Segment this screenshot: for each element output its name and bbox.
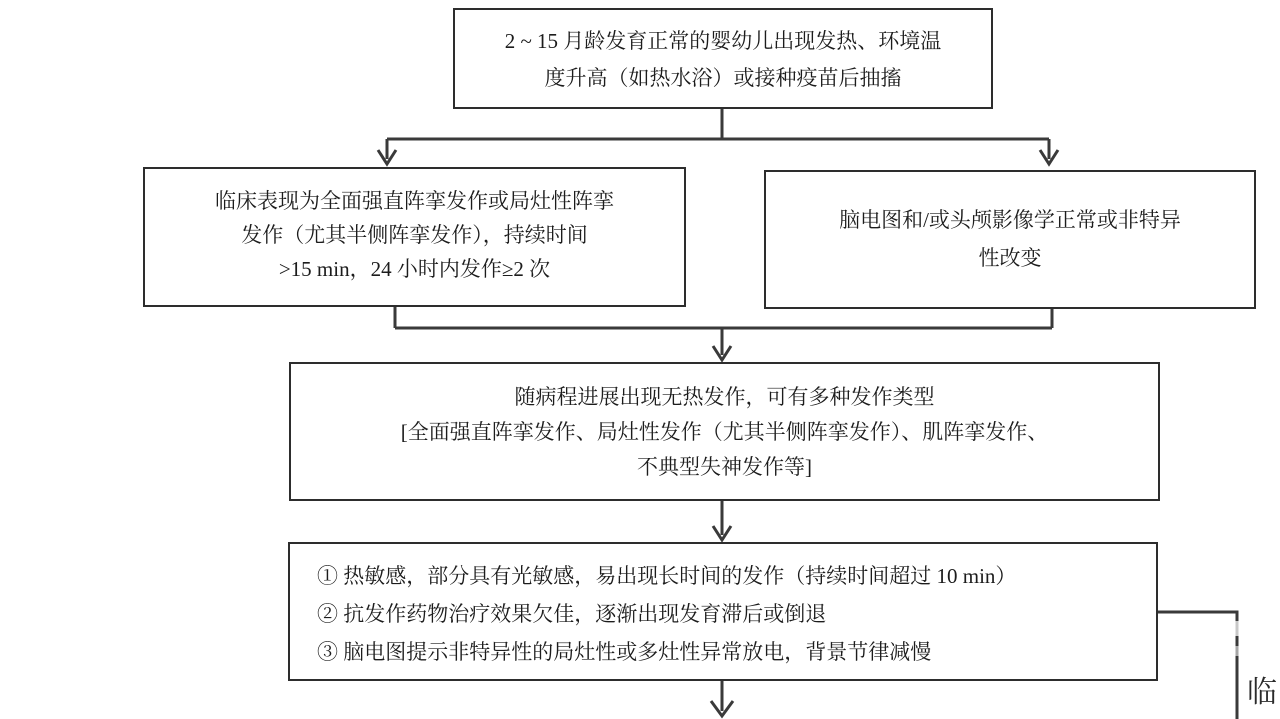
box-text-line: 性改变 bbox=[978, 246, 1042, 270]
arrow-down-icon bbox=[713, 526, 731, 540]
box-febrile-onset bbox=[453, 8, 993, 109]
box-clinical-manifestation bbox=[143, 167, 686, 307]
arrow-down-icon bbox=[713, 346, 731, 360]
box-text-line: 不典型失神发作等] bbox=[637, 455, 812, 479]
box-text-line: 临床表现为全面强直阵挛发作或局灶性阵挛 bbox=[215, 189, 614, 213]
box-text-line: ② 抗发作药物治疗效果欠佳，逐渐出现发育滞后或倒退 bbox=[317, 602, 827, 626]
box-eeg-imaging bbox=[764, 170, 1256, 309]
arrow-down-icon bbox=[1040, 150, 1058, 164]
clinical-diagnosis-label: 临 bbox=[1247, 676, 1277, 709]
box-text-line: >15 min，24 小时内发作≥2 次 bbox=[278, 257, 551, 281]
watermark-smudge bbox=[1232, 646, 1242, 656]
arrow-down-icon bbox=[711, 701, 733, 716]
box-text-line: ③ 脑电图提示非特异性的局灶性或多灶性异常放电，背景节律减慢 bbox=[317, 640, 932, 664]
box-text-line: ① 热敏感，部分具有光敏感，易出现长时间的发作（持续时间超过 10 min） bbox=[317, 564, 1017, 588]
box-text-line: 2 ~ 15 月龄发育正常的婴幼儿出现发热、环境温 bbox=[504, 29, 942, 53]
box-text-line: 随病程进展出现无热发作，可有多种发作类型 bbox=[514, 385, 935, 409]
box-text-line: 发作（尤其半侧阵挛发作），持续时间 bbox=[241, 223, 588, 247]
watermark-smudge bbox=[1232, 621, 1242, 636]
box-text-line: 度升高（如热水浴）或接种疫苗后抽搐 bbox=[544, 66, 902, 90]
box-supporting-criteria bbox=[288, 542, 1158, 681]
arrow-down-icon bbox=[378, 150, 396, 164]
box-afebrile-seizures bbox=[289, 362, 1160, 501]
box-text-line: [全面强直阵挛发作、局灶性发作（尤其半侧阵挛发作）、肌阵挛发作、 bbox=[400, 420, 1049, 444]
connector-line bbox=[1158, 612, 1237, 719]
box-text-line: 脑电图和/或头颅影像学正常或非特异 bbox=[839, 208, 1181, 232]
